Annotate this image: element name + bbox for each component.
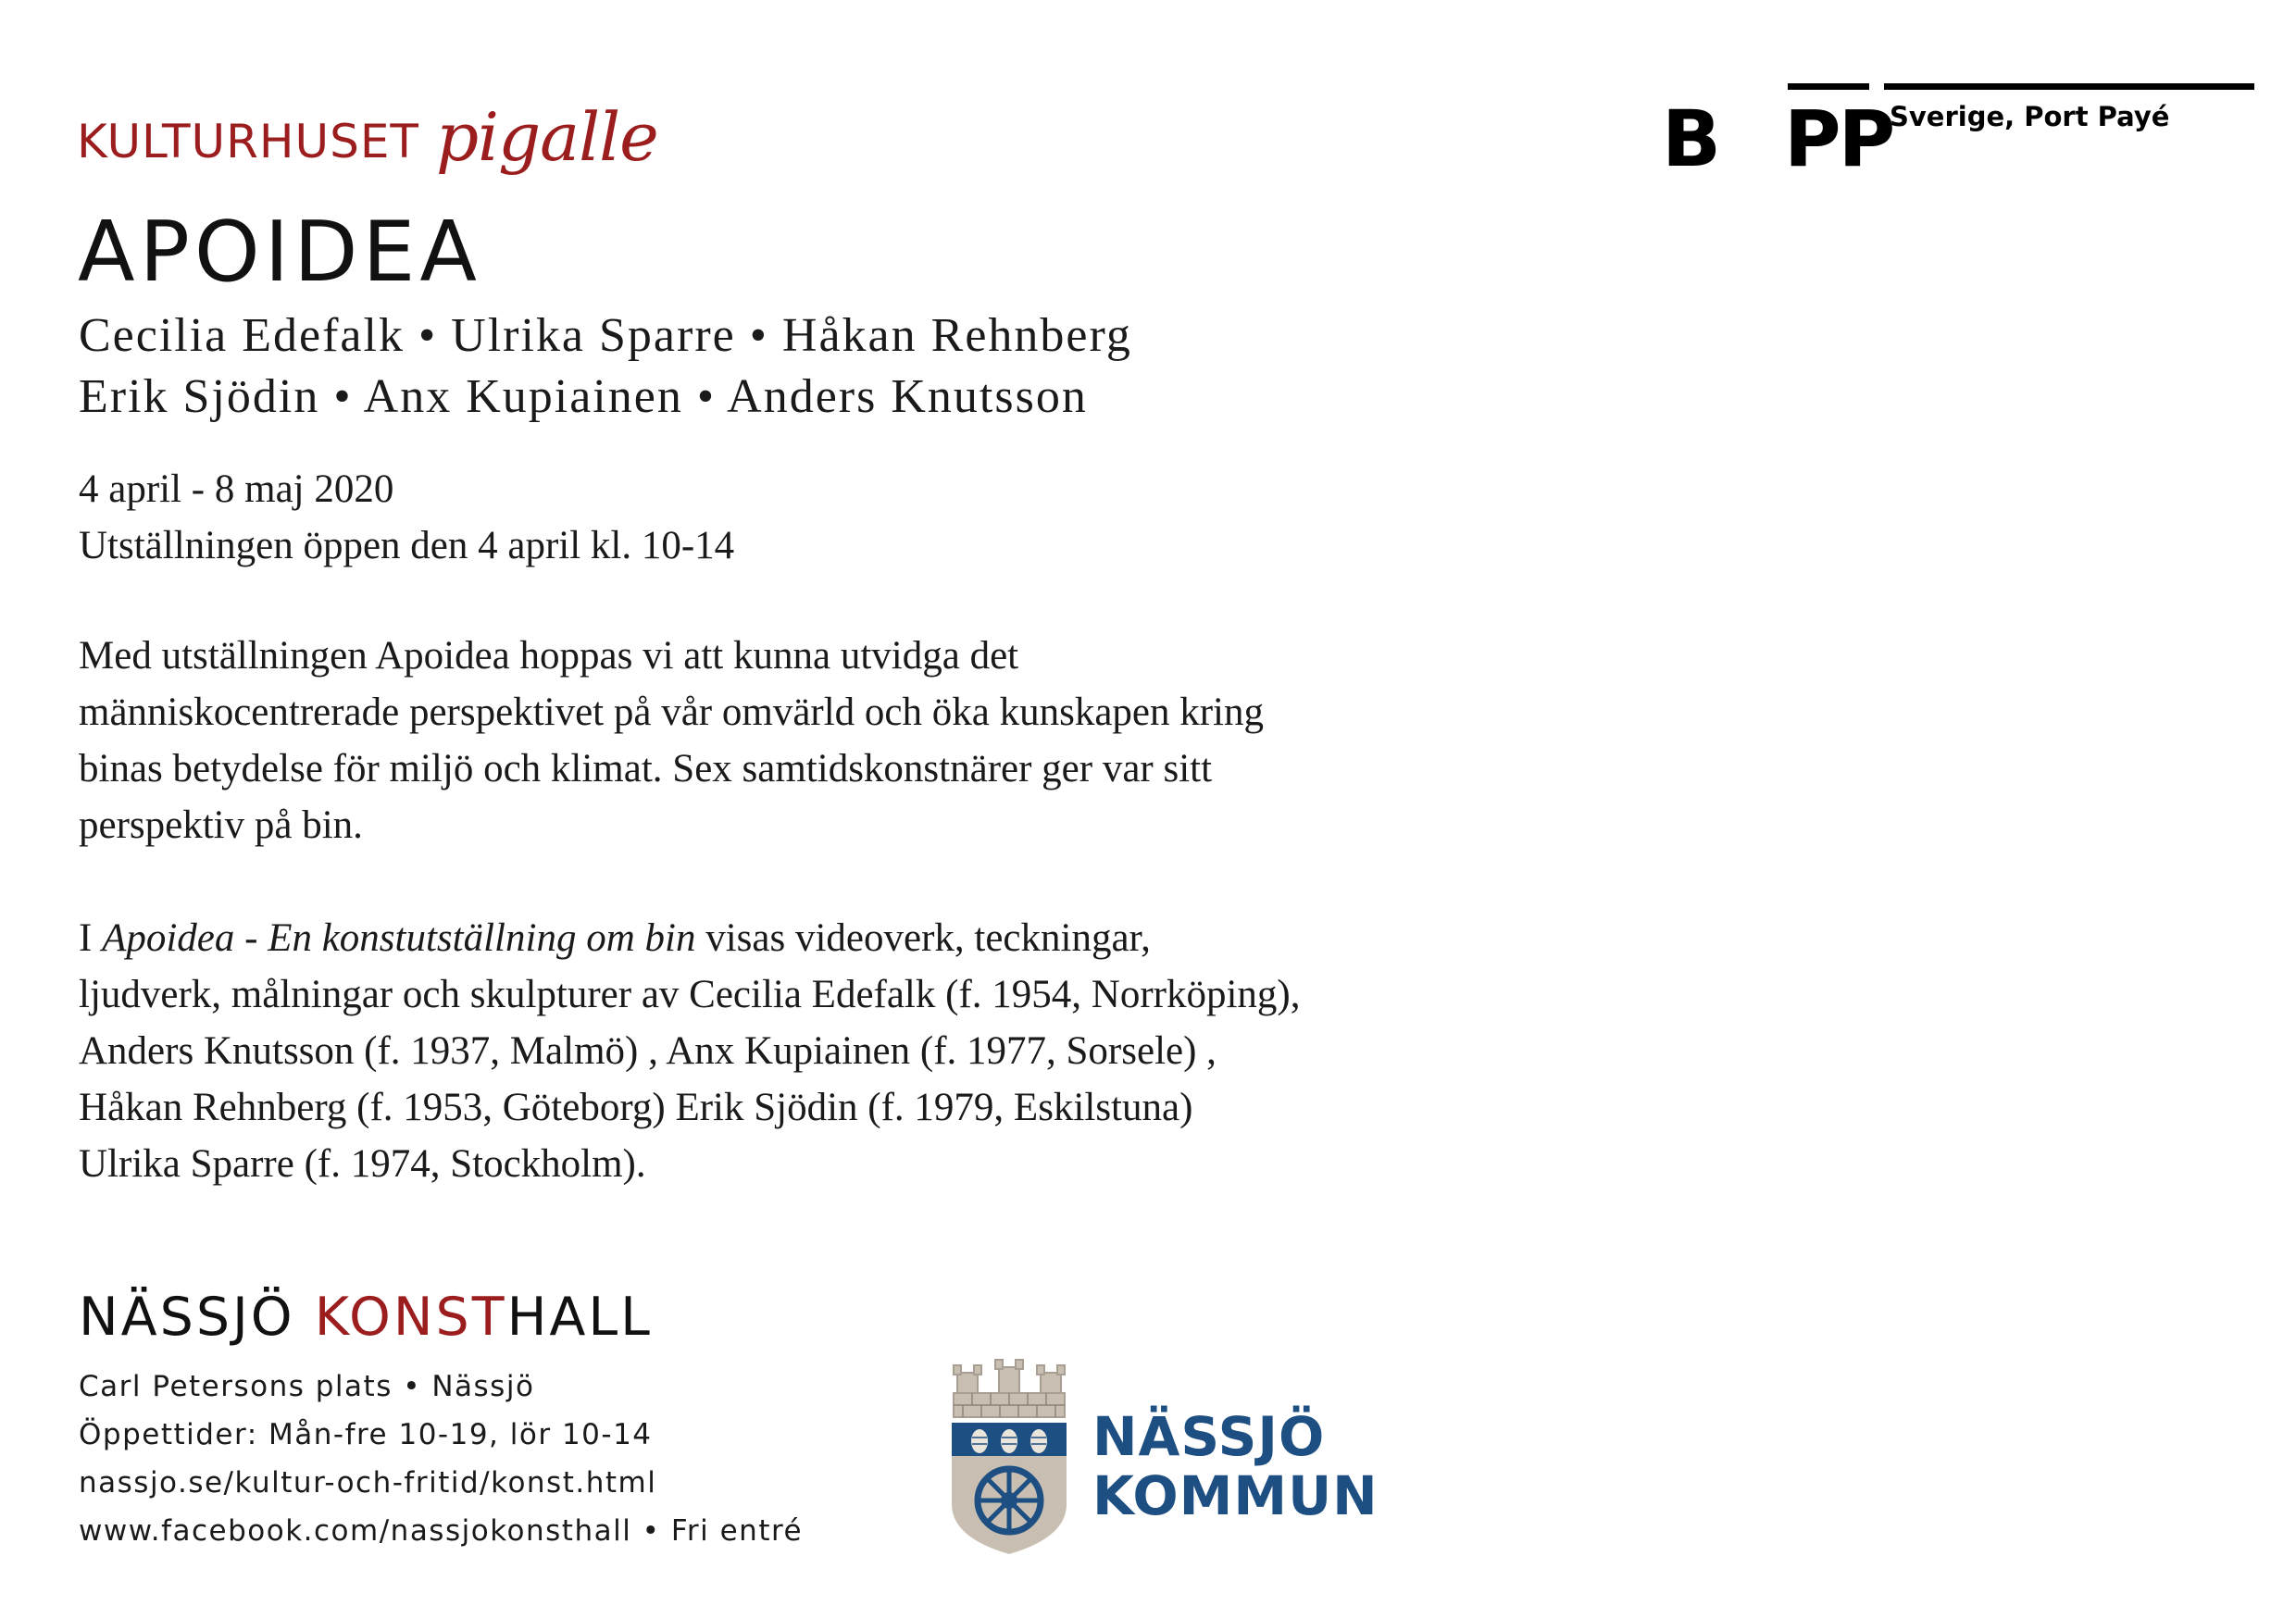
postage-pp: PP (1784, 93, 1893, 184)
nassjo-kommun-logo (944, 1356, 1379, 1560)
venue-contact (79, 1363, 803, 1555)
venue-name (79, 1287, 653, 1348)
venue-hours: Öppettider: Mån-fre 10-19, lör 10-14 (79, 1418, 653, 1451)
venue-website: nassjo.se/kultur-och-fritid/konst.html (79, 1466, 657, 1500)
paragraph-2-text: visas videoverk, teckningar, ljudverk, målningar och skulpturer av Cecilia Edefalk (f. 1954, Norrköping), Anders Knutsson (f. 1937, Malmö) , Anx Kupiainen (f. 1977, Sorsele) , Håkan Rehnberg (f. 1953, Göteborg) Erik Sjödin (f. 1979, Eskilstuna) Ulrika Sparre (f. 1974, Stockholm). (79, 916, 1301, 1186)
postage-mark (1662, 83, 2254, 185)
venue-name-nassjo: NÄSSJÖ (79, 1287, 315, 1348)
kommun-name-line-1: NÄSSJÖ (1092, 1405, 1326, 1468)
kulturhuset-pigalle-logo (77, 91, 658, 177)
description-paragraph-2 (79, 910, 1301, 1192)
kommun-crest-icon (944, 1356, 1074, 1560)
venue-address: Carl Petersons plats • Nässjö (79, 1370, 535, 1403)
postage-rule-text (1884, 83, 2254, 90)
description-paragraph-1: Med utställningen Apoidea hoppas vi att kunna utvidga det människocentrerade perspektivet på vår omvärld och öka kunskapen kring binas betydelse för miljö och klimat. Sex samtidskonstnärer ger var sitt perspektiv på bin. (79, 634, 1265, 847)
venue-name-hall: HALL (506, 1287, 653, 1348)
kommun-name-line-2: KOMMUN (1092, 1464, 1379, 1527)
artists-line-2: Erik Sjödin • Anx Kupiainen • Anders Knutsson (79, 370, 1088, 423)
postage-rule-pp (1788, 83, 1869, 90)
venue-name-konst: KONST (314, 1287, 507, 1348)
venue-facebook: www.facebook.com/nassjokonsthall • Fri entré (79, 1514, 804, 1548)
artist-list (79, 305, 1132, 428)
logo-kulturhuset-text: KULTURHUSET (77, 115, 419, 168)
logo-pigalle-text: pigalle (435, 98, 658, 177)
description (79, 628, 1301, 1192)
paragraph-2-prefix: I (79, 916, 103, 960)
date-range: 4 april - 8 maj 2020 (79, 467, 394, 511)
postage-b: B (1662, 93, 1722, 184)
exhibition-dates (79, 461, 734, 574)
kommun-name (1092, 1407, 1379, 1525)
opening-hours-note: Utställningen öppen den 4 april kl. 10-14 (79, 524, 735, 567)
exhibition-subtitle: Apoidea - En konstutställning om bin (102, 916, 696, 960)
artists-line-1: Cecilia Edefalk • Ulrika Sparre • Håkan Rehnberg (79, 309, 1132, 362)
exhibition-title: APOIDEA (78, 204, 481, 301)
postage-text: Sverige, Port Payé (1890, 101, 2170, 132)
